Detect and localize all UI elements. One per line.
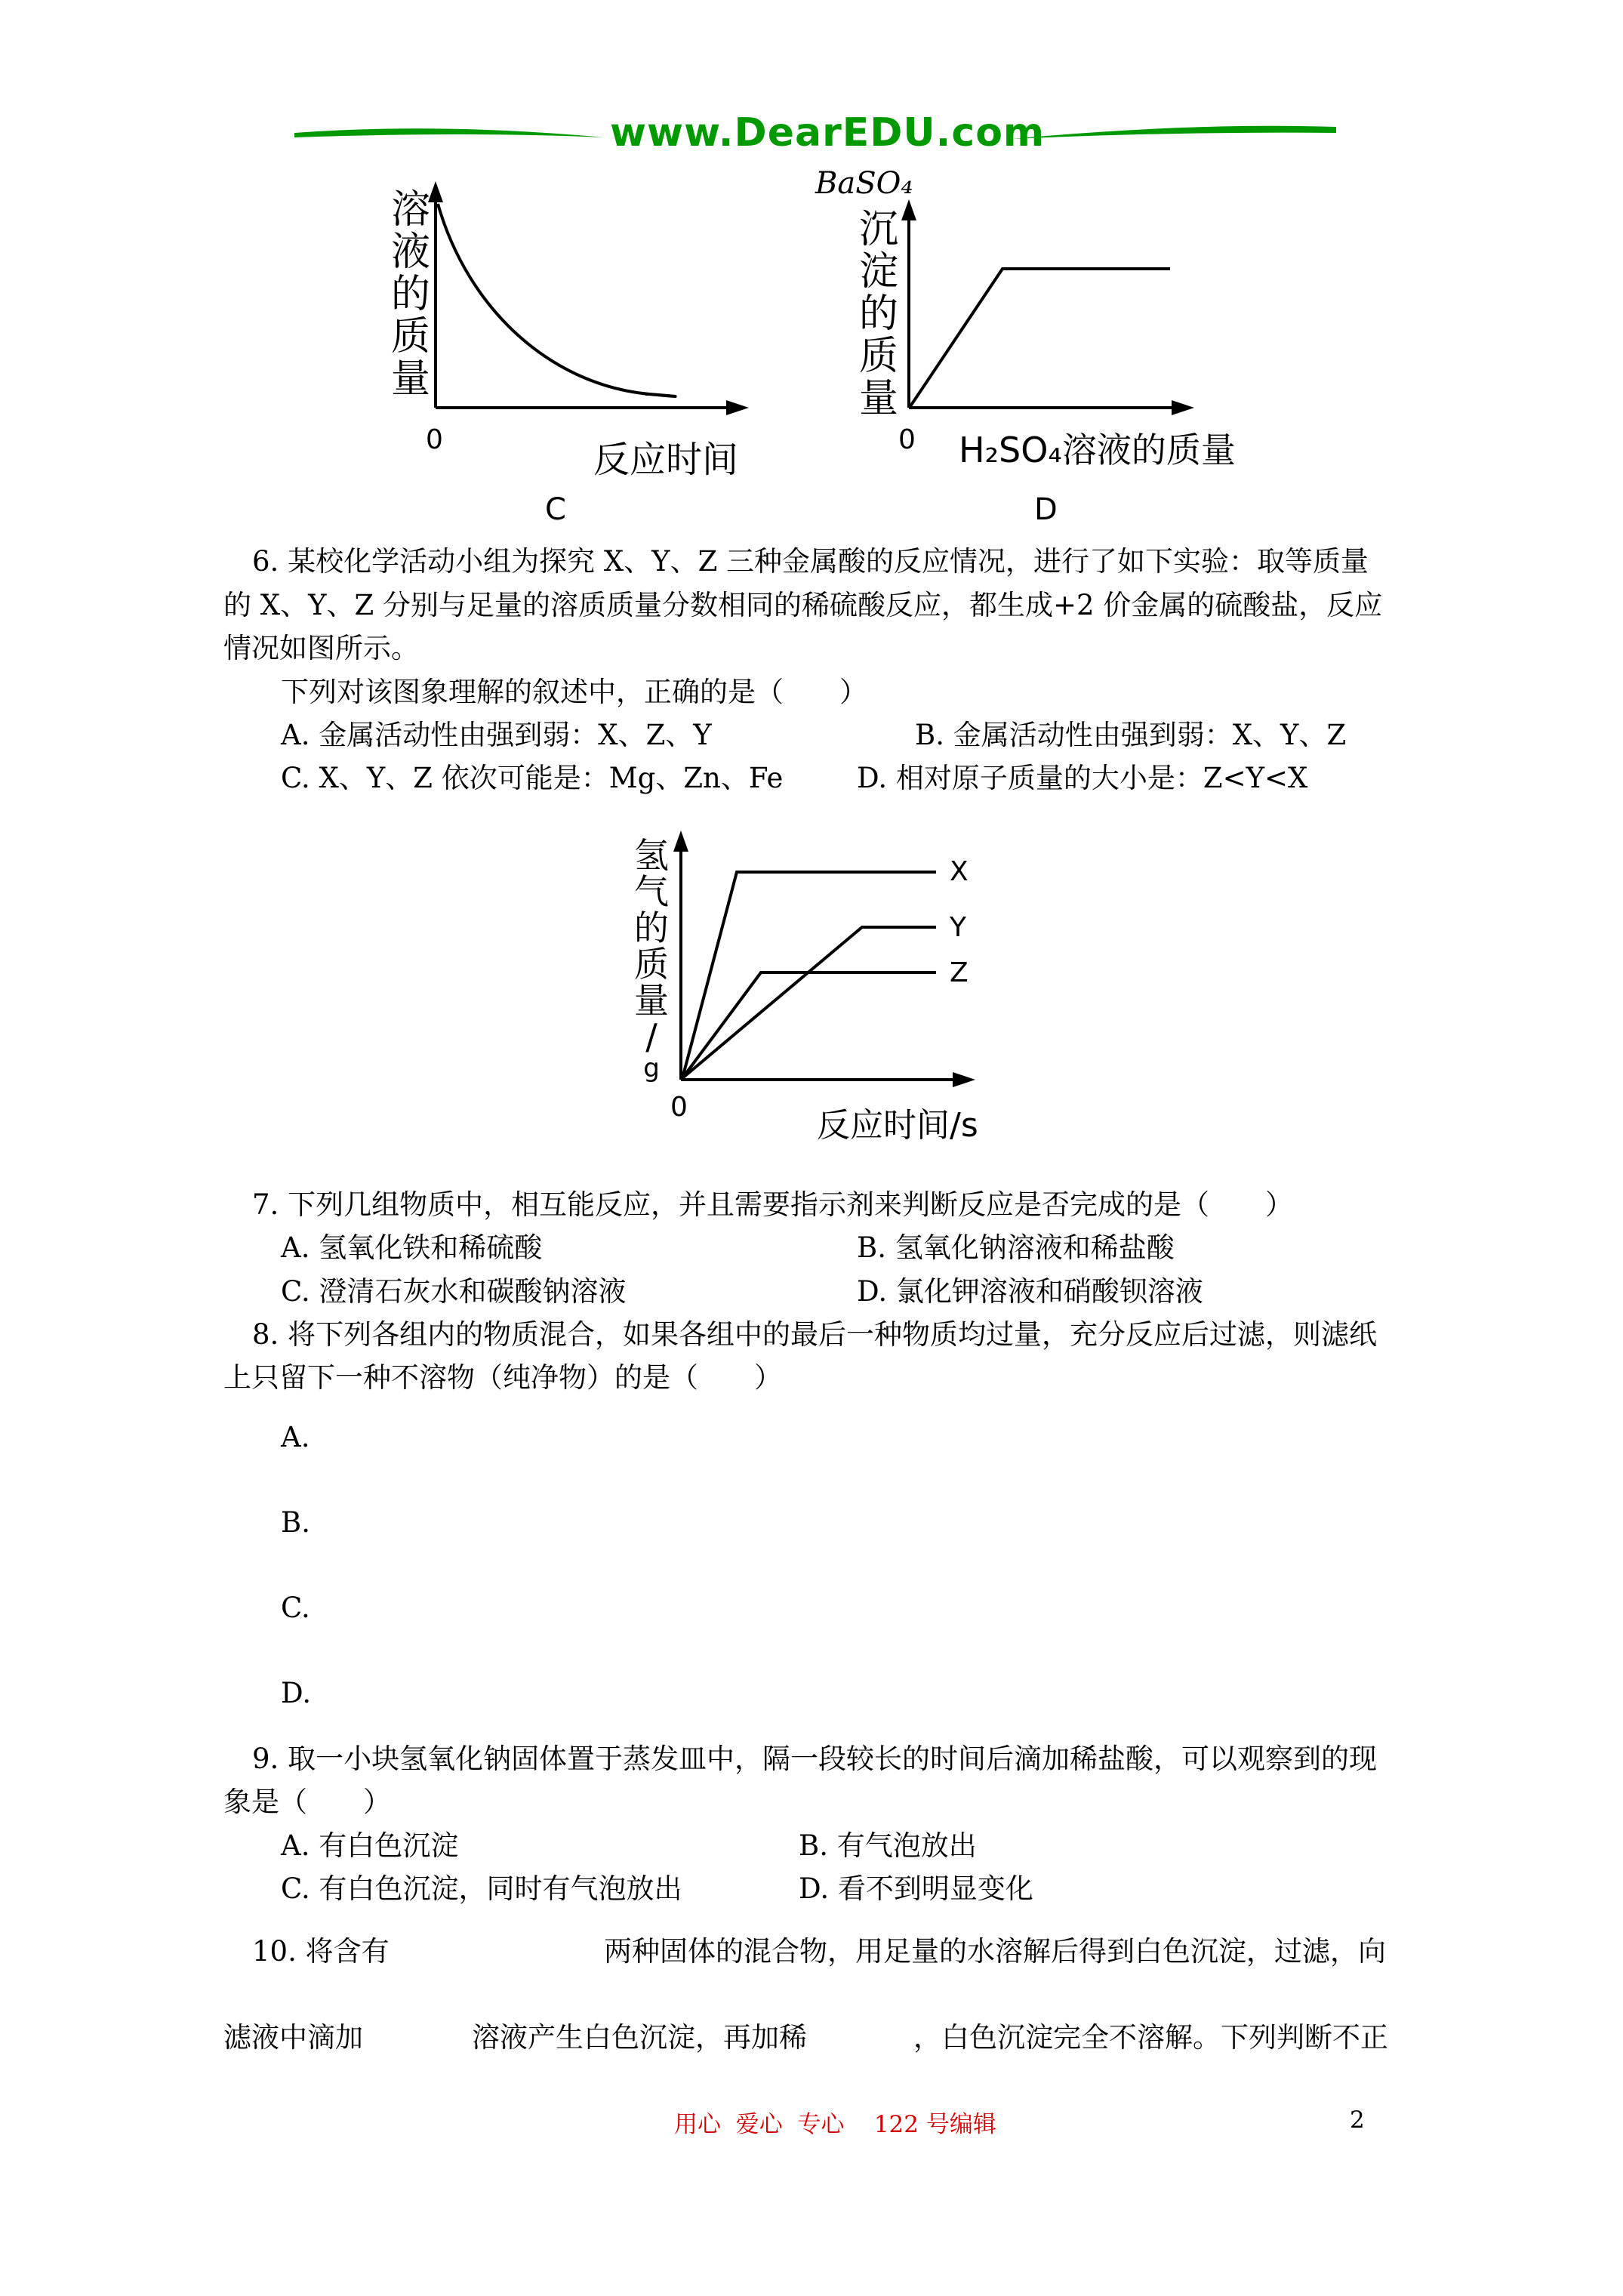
y-char: g	[643, 1053, 660, 1083]
y-char: 液	[391, 230, 431, 275]
figure-d-origin: 0	[898, 424, 916, 455]
q9-option-b[interactable]: B. 有气泡放出	[799, 1829, 977, 1862]
q6-option-d[interactable]: D. 相对原子质量的大小是：Z<Y<X	[857, 762, 1308, 794]
q9-line-2: 象是（ ）	[223, 1786, 391, 1818]
q9-line-1: 9. 取一小块氢氧化钠固体置于蒸发皿中，隔一段较长的时间后滴加稀盐酸，可以观察到的现	[252, 1743, 1378, 1775]
series-z-line	[682, 972, 936, 1078]
figure-d-ylabel	[859, 207, 899, 421]
footer-center-text: 用心 爱心 专心 122 号编辑	[674, 2111, 996, 2138]
q7-option-a[interactable]: A. 氢氧化铁和稀硫酸	[281, 1231, 543, 1264]
q9-option-a[interactable]: A. 有白色沉淀	[281, 1829, 459, 1862]
figure-d	[815, 166, 1253, 529]
figure-c-xlabel: 反应时间	[593, 439, 739, 481]
y-char: 沉	[859, 207, 899, 252]
q10-line-1-part-1: 10. 将含有	[252, 1935, 390, 1968]
figure-d-line	[910, 269, 1170, 406]
q6-line-2: 的 X、Y、Z 分别与足量的溶质质量分数相同的稀硫酸反应，都生成+2 价金属的硫酸盐，反应	[223, 589, 1383, 621]
y-char: 溶	[391, 187, 431, 233]
y-char: 的	[634, 908, 669, 948]
q6-option-b[interactable]: B. 金属活动性由强到弱：X、Y、Z	[915, 719, 1347, 751]
q10-line-2-part-3: ，白色沉淀完全不溶解。下列判断不正	[913, 2021, 1388, 2054]
q10-line-2-part-2: 溶液产生白色沉淀，再加稀	[472, 2021, 807, 2054]
series-x-label: X	[950, 856, 969, 887]
y-char: 质	[859, 334, 899, 379]
q9-option-c[interactable]: C. 有白色沉淀，同时有气泡放出	[281, 1872, 682, 1905]
q7-option-b[interactable]: B. 氢氧化钠溶液和稀盐酸	[857, 1231, 1175, 1264]
q7-stem: 7. 下列几组物质中，相互能反应，并且需要指示剂来判断反应是否完成的是（ ）	[252, 1188, 1294, 1221]
series-y-line	[682, 927, 936, 1078]
q6-prompt: 下列对该图象理解的叙述中，正确的是（ ）	[281, 676, 867, 708]
y-char: 质	[634, 944, 669, 985]
q8-line-2: 上只留下一种不溶物（纯净物）的是（ ）	[223, 1361, 782, 1394]
q7-option-c[interactable]: C. 澄清石灰水和碳酸钠溶液	[281, 1275, 627, 1308]
series-z-label: Z	[950, 957, 969, 988]
q10-line-2-part-1: 滤液中滴加	[223, 2021, 363, 2054]
figure-q6-xlabel: 反应时间/s	[817, 1106, 978, 1145]
y-char: /	[645, 1016, 658, 1057]
q9-option-d[interactable]: D. 看不到明显变化	[799, 1872, 1033, 1905]
figure-d-caption: D	[1034, 492, 1058, 527]
figure-q6-ylabel	[634, 835, 669, 1092]
q6-option-c[interactable]: C. X、Y、Z 依次可能是：Mg、Zn、Fe	[281, 762, 784, 794]
figure-d-formula: BaSO₄	[815, 166, 913, 201]
header-banner	[287, 106, 1344, 166]
q8-option-c[interactable]: C.	[281, 1592, 310, 1624]
y-char: 的	[859, 291, 899, 337]
q10-line-1-part-2: 两种固体的混合物，用足量的水溶解后得到白色沉淀，过滤，向	[604, 1935, 1386, 1968]
figure-d-xlabel: H₂SO₄溶液的质量	[959, 430, 1236, 470]
q8-option-a[interactable]: A.	[281, 1421, 310, 1453]
y-char: 量	[634, 980, 669, 1021]
q6-line-3: 情况如图所示。	[223, 632, 419, 664]
q7-option-d[interactable]: D. 氯化钾溶液和硝酸钡溶液	[857, 1275, 1203, 1308]
site-logo: www.DearEDU.com	[610, 110, 1046, 156]
y-char: 氢	[634, 835, 669, 876]
figure-q6-origin: 0	[670, 1092, 688, 1123]
y-char: 质	[391, 314, 431, 359]
y-char: 的	[391, 272, 431, 317]
figure-q6	[627, 823, 1019, 1148]
q8-option-b[interactable]: B.	[281, 1506, 310, 1539]
q8-option-d[interactable]: D.	[281, 1677, 312, 1709]
q6-line-1: 6. 某校化学活动小组为探究 X、Y、Z 三种金属酸的反应情况，进行了如下实验：取等质量	[252, 545, 1369, 578]
q8-line-1: 8. 将下列各组内的物质混合，如果各组中的最后一种物质均过量，充分反应后过滤，则滤纸	[252, 1318, 1378, 1351]
y-char: 量	[391, 356, 431, 402]
figure-c-origin: 0	[426, 424, 443, 455]
figure-c	[377, 181, 770, 529]
y-char: 气	[634, 871, 669, 912]
figure-c-ylabel	[391, 187, 431, 402]
y-char: 淀	[859, 249, 899, 294]
figure-c-caption: C	[545, 492, 566, 527]
series-y-label: Y	[950, 912, 966, 943]
page-number: 2	[1350, 2106, 1365, 2134]
q6-option-a[interactable]: A. 金属活动性由强到弱：X、Z、Y	[281, 719, 712, 751]
figure-c-curve	[438, 204, 649, 394]
y-char: 量	[859, 376, 899, 421]
